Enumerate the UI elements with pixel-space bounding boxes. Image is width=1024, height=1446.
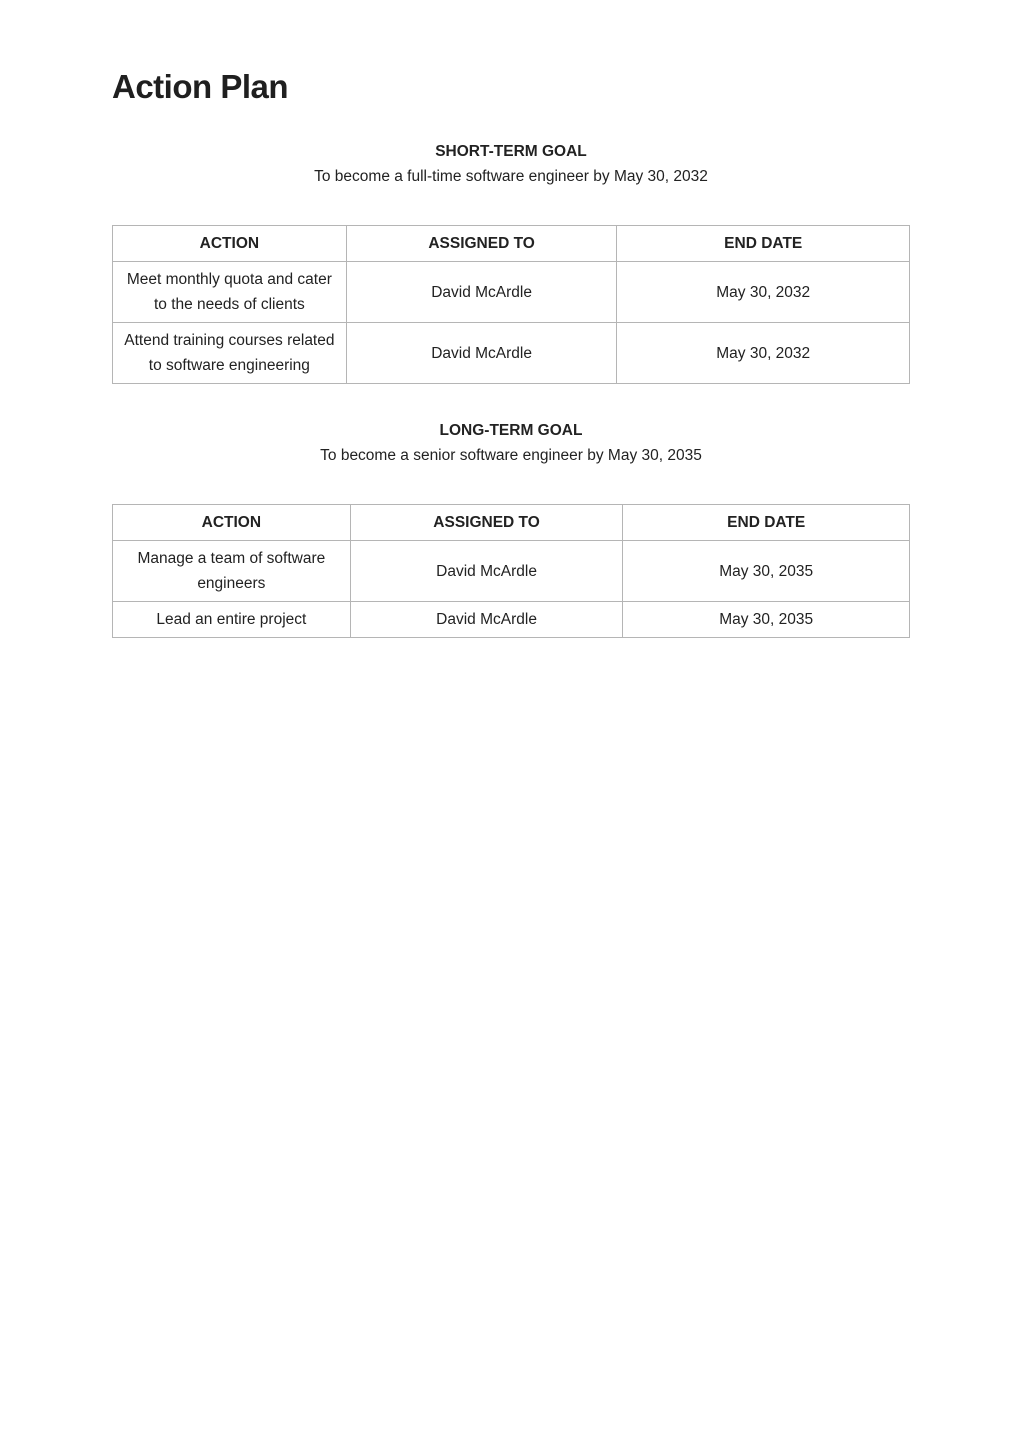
column-header-action: ACTION <box>113 226 347 262</box>
column-header-action: ACTION <box>113 505 351 541</box>
column-header-assigned-to: ASSIGNED TO <box>350 505 623 541</box>
action-cell: Lead an entire project <box>113 602 351 638</box>
action-cell: Meet monthly quota and cater to the needs of clients <box>113 262 347 323</box>
column-header-assigned-to: ASSIGNED TO <box>346 226 617 262</box>
assigned-to-cell: David McArdle <box>350 541 623 602</box>
assigned-to-cell: David McArdle <box>350 602 623 638</box>
action-cell: Manage a team of software engineers <box>113 541 351 602</box>
end-date-cell: May 30, 2032 <box>617 323 910 384</box>
short-term-goal <box>112 140 910 190</box>
table-row <box>113 262 910 323</box>
long-term-action-table <box>112 504 910 638</box>
action-cell: Attend training courses related to software engineering <box>113 323 347 384</box>
table-row <box>113 323 910 384</box>
short-term-action-table <box>112 225 910 384</box>
assigned-to-cell: David McArdle <box>346 262 617 323</box>
table-row <box>113 602 910 638</box>
end-date-cell: May 30, 2035 <box>623 602 910 638</box>
goal-description: To become a senior software engineer by May 30, 2035 <box>320 447 702 464</box>
column-header-end-date: END DATE <box>617 226 910 262</box>
table-header-row <box>113 505 910 541</box>
goal-heading: SHORT-TERM GOAL <box>435 143 587 160</box>
goal-heading: LONG-TERM GOAL <box>439 422 583 439</box>
table-row <box>113 541 910 602</box>
column-header-end-date: END DATE <box>623 505 910 541</box>
table-header-row <box>113 226 910 262</box>
goal-description: To become a full-time software engineer by May 30, 2032 <box>314 168 708 185</box>
long-term-goal <box>112 419 910 469</box>
page-title: Action Plan <box>112 68 289 105</box>
assigned-to-cell: David McArdle <box>346 323 617 384</box>
end-date-cell: May 30, 2035 <box>623 541 910 602</box>
end-date-cell: May 30, 2032 <box>617 262 910 323</box>
